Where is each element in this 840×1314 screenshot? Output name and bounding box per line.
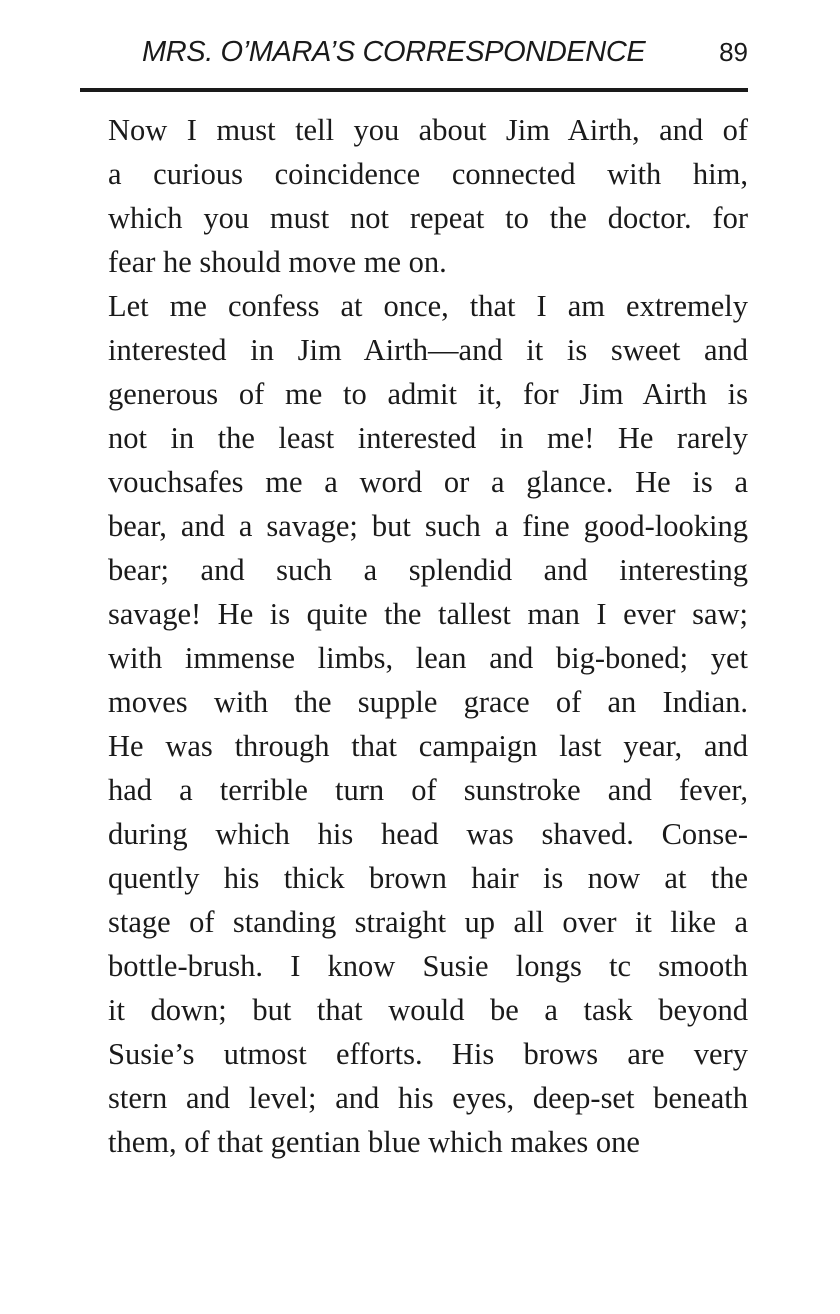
text-line: with immense limbs, lean and big-boned; yet	[108, 641, 748, 675]
text-line: savage! He is quite the tallest man I ever saw;	[108, 597, 748, 631]
text-line: Let me confess at once, that I am extremely	[108, 289, 748, 323]
text-line: generous of me to admit it, for Jim Airth is	[108, 377, 748, 411]
text-line: not in the least interested in me! He rarely	[108, 421, 748, 455]
text-line: Now I must tell you about Jim Airth, and of	[108, 113, 748, 147]
header-rule	[80, 88, 748, 92]
text-line: bear, and a savage; but such a fine good-looking	[108, 509, 748, 543]
paragraph	[78, 284, 748, 1164]
text-line: vouchsafes me a word or a glance. He is a	[108, 465, 748, 499]
text-line: quently his thick brown hair is now at the	[108, 861, 748, 895]
text-line: during which his head was shaved. Conse-	[108, 817, 748, 851]
text-line: bottle-brush. I know Susie longs tc smooth	[108, 949, 748, 983]
text-line: interested in Jim Airth—and it is sweet and	[108, 333, 748, 367]
text-line: Susie’s utmost efforts. His brows are very	[108, 1037, 748, 1071]
text-line: them, of that gentian blue which makes one	[108, 1125, 640, 1159]
text-line: had a terrible turn of sunstroke and fever,	[108, 773, 748, 807]
text-line: bear; and such a splendid and interesting	[108, 553, 748, 587]
text-line: it down; but that would be a task beyond	[108, 993, 748, 1027]
running-head	[80, 36, 748, 69]
text-line: fear he should move me on.	[108, 245, 447, 279]
text-line: which you must not repeat to the doctor. for	[108, 201, 748, 235]
running-title: MRS. O’MARA’S CORRESPONDENCE	[142, 36, 646, 68]
text-line: a curious coincidence connected with him,	[108, 157, 748, 191]
text-line: He was through that campaign last year, and	[108, 729, 748, 763]
text-line: stage of standing straight up all over it like a	[108, 905, 748, 939]
page-number: 89	[719, 37, 748, 67]
text-line: moves with the supple grace of an Indian.	[108, 685, 748, 719]
text-line: stern and level; and his eyes, deep-set beneath	[108, 1081, 748, 1115]
paragraph	[78, 108, 748, 284]
body-text	[78, 108, 748, 1164]
